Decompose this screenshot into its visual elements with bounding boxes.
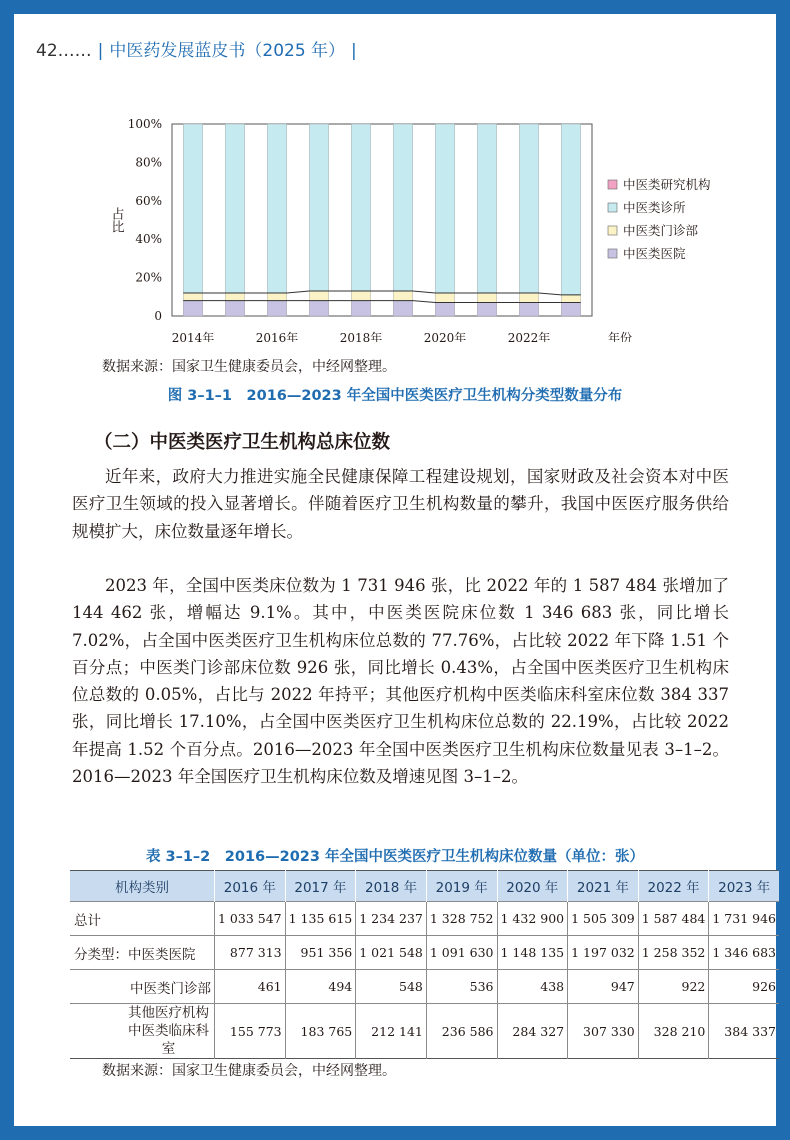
bar-segment xyxy=(561,295,580,303)
book-page xyxy=(14,14,776,1126)
table-cell: 307 330 xyxy=(568,1004,639,1059)
y-tick-label: 80% xyxy=(135,155,162,170)
figure-caption: 图 3–1–1 2016—2023 年全国中医类医疗卫生机构分类型数量分布 xyxy=(167,388,623,404)
x-tick-label: 2020年 xyxy=(423,331,467,342)
table-cell: 212 141 xyxy=(356,1004,427,1059)
bar-segment xyxy=(351,124,370,291)
paragraph-1: 近年来，政府大力推进实施全民健康保障工程建设规划，国家财政及社会资本对中医医疗卫生领域的投入显著增长。伴随着医疗卫生机构数量的攀升，我国中医医疗服务供给规模扩大，床位数量逐年增长。 xyxy=(72,467,729,541)
table-cell: 922 xyxy=(638,970,709,1004)
bar-segment xyxy=(435,293,454,303)
table-cell: 951 356 xyxy=(285,936,356,970)
table-cell: 384 337 xyxy=(709,1004,779,1059)
legend-swatch xyxy=(608,226,617,235)
chart-source-note: 数据来源：国家卫生健康委员会，中经网整理。 xyxy=(102,359,396,375)
y-tick-label: 40% xyxy=(135,232,162,247)
table-row xyxy=(70,902,779,936)
row-label: 总计 xyxy=(70,902,215,936)
col-header-2019: 2019 年 xyxy=(426,871,497,902)
section-title: （二）中医类医疗卫生机构总床位数 xyxy=(94,432,391,453)
row-label: 中医类门诊部 xyxy=(70,970,215,1004)
bar-segment xyxy=(477,293,496,303)
bar-segment xyxy=(393,291,412,301)
table-cell: 1 328 752 xyxy=(426,902,497,936)
bar-segment xyxy=(309,291,328,301)
table-cell: 284 327 xyxy=(497,1004,568,1059)
x-tick-label: 2022年 xyxy=(507,331,551,342)
table-cell: 1 135 615 xyxy=(285,902,356,936)
x-tick-label: 2014年 xyxy=(171,331,215,342)
bar-segment xyxy=(225,301,244,316)
bar-segment xyxy=(225,293,244,301)
x-tick-label: 2018年 xyxy=(339,331,383,342)
page-number: 42 xyxy=(36,41,58,61)
book-title: 中医药发展蓝皮书（2025 年） xyxy=(109,41,346,61)
table-cell: 1 197 032 xyxy=(568,936,639,970)
bar-segment xyxy=(393,124,412,291)
table-cell: 1 346 683 xyxy=(709,936,779,970)
bar-segment xyxy=(309,301,328,316)
bar-segment xyxy=(519,293,538,303)
bar-segment xyxy=(519,303,538,316)
table-cell: 236 586 xyxy=(426,1004,497,1059)
table-cell: 1 258 352 xyxy=(638,936,709,970)
col-header-2021: 2021 年 xyxy=(568,871,639,902)
legend-swatch xyxy=(608,203,617,212)
table-cell: 461 xyxy=(215,970,286,1004)
col-header-2023: 2023 年 xyxy=(709,871,779,902)
bar-segment xyxy=(267,293,286,301)
bar-segment xyxy=(183,301,202,316)
table-row xyxy=(70,1004,779,1059)
legend-swatch xyxy=(608,249,617,258)
col-header-2018: 2018 年 xyxy=(356,871,427,902)
table-cell: 438 xyxy=(497,970,568,1004)
bar-segment xyxy=(309,124,328,291)
col-header-2022: 2022 年 xyxy=(638,871,709,902)
bar-segment xyxy=(183,293,202,301)
bar-segment xyxy=(183,124,202,293)
leader-dots: …… xyxy=(57,41,92,61)
y-axis-label: 占比 xyxy=(108,207,124,233)
table-cell: 1 148 135 xyxy=(497,936,568,970)
bar-segment xyxy=(477,303,496,316)
table-cell: 1 091 630 xyxy=(426,936,497,970)
paragraph-2: 2023 年，全国中医类床位数为 1 731 946 张，比 2022 年的 1 587 484 张增加了 144 462 张，增幅达 9.1%。其中，中医类医院床位数 1 346 683 张，同比增长 7.02%，占全国中医类医疗卫生机构床位总数的 77.76%，占比较 2022 年下降 1.51 个百分点；中医类门诊部床位数 926 张，同比增长 0.43%，占全国中医类医疗卫生机构床位总数的 0.05%，占比与 2022 年持平；其他医疗机构中医类临床科室床位数 384 337 张，同比增长 17.10%，占全国中医类医疗卫生机构床位总数的 22.19%，占比较 2022 年提高 1.52 个百分点。2016—2023 年全国中医类医疗卫生机构床位数量见表 3–1–2。2016—2023 年全国医疗卫生机构床位数及增速见图 3–1–2。 xyxy=(72,576,729,787)
table-cell: 1 021 548 xyxy=(356,936,427,970)
row-label: 分类型：中医类医院 xyxy=(70,936,215,970)
table-cell: 926 xyxy=(709,970,779,1004)
table-cell: 947 xyxy=(568,970,639,1004)
bar-segment xyxy=(435,303,454,316)
table-cell: 548 xyxy=(356,970,427,1004)
bar-segment xyxy=(435,124,454,293)
bar-segment xyxy=(561,124,580,295)
col-header-2017: 2017 年 xyxy=(285,871,356,902)
y-tick-label: 100% xyxy=(127,117,162,131)
y-tick-label: 20% xyxy=(135,270,162,285)
legend-swatch xyxy=(608,180,617,189)
bar-segment xyxy=(225,124,244,293)
x-axis-label: 年份 xyxy=(607,331,633,342)
bar-segment xyxy=(393,301,412,316)
y-tick-label: 0 xyxy=(154,309,162,323)
row-label: 其他医疗机构中医类临床科室 xyxy=(70,1004,215,1059)
table-row xyxy=(70,936,779,970)
table-cell: 1 234 237 xyxy=(356,902,427,936)
x-tick-label: 2016年 xyxy=(255,331,299,342)
table-cell: 183 765 xyxy=(285,1004,356,1059)
table-cell: 1 587 484 xyxy=(638,902,709,936)
beds-table xyxy=(70,870,779,1059)
running-head: 42…… | 中医药发展蓝皮书（2025 年） | xyxy=(36,41,357,61)
table-source-note: 数据来源：国家卫生健康委员会，中经网整理。 xyxy=(102,1063,396,1079)
table-row xyxy=(70,970,779,1004)
bar-segment xyxy=(351,291,370,301)
bar-segment xyxy=(561,303,580,316)
col-header-category: 机构类别 xyxy=(70,871,215,902)
legend-label: 中医类诊所 xyxy=(623,200,686,215)
table-cell: 328 210 xyxy=(638,1004,709,1059)
table-cell: 155 773 xyxy=(215,1004,286,1059)
bar-segment xyxy=(477,124,496,293)
legend-label: 中医类门诊部 xyxy=(623,223,699,238)
table-cell: 1 505 309 xyxy=(568,902,639,936)
table-cell: 1 432 900 xyxy=(497,902,568,936)
bar-segment xyxy=(351,301,370,316)
bar-segment xyxy=(519,124,538,293)
y-tick-label: 60% xyxy=(135,193,162,208)
table-cell: 1 731 946 xyxy=(709,902,779,936)
table-cell: 877 313 xyxy=(215,936,286,970)
bar-segment xyxy=(267,124,286,293)
legend-label: 中医类研究机构 xyxy=(623,177,711,192)
table-header-row xyxy=(70,871,779,902)
table-cell: 1 033 547 xyxy=(215,902,286,936)
bar-segment xyxy=(267,301,286,316)
col-header-2020: 2020 年 xyxy=(497,871,568,902)
stacked-bar-chart xyxy=(92,102,732,342)
table-cell: 536 xyxy=(426,970,497,1004)
chart-svg xyxy=(92,102,732,342)
legend-label: 中医类医院 xyxy=(623,246,686,261)
table-cell: 494 xyxy=(285,970,356,1004)
table-caption: 表 3–1–2 2016—2023 年全国中医类医疗卫生机构床位数量（单位：张） xyxy=(145,849,645,865)
col-header-2016: 2016 年 xyxy=(215,871,286,902)
